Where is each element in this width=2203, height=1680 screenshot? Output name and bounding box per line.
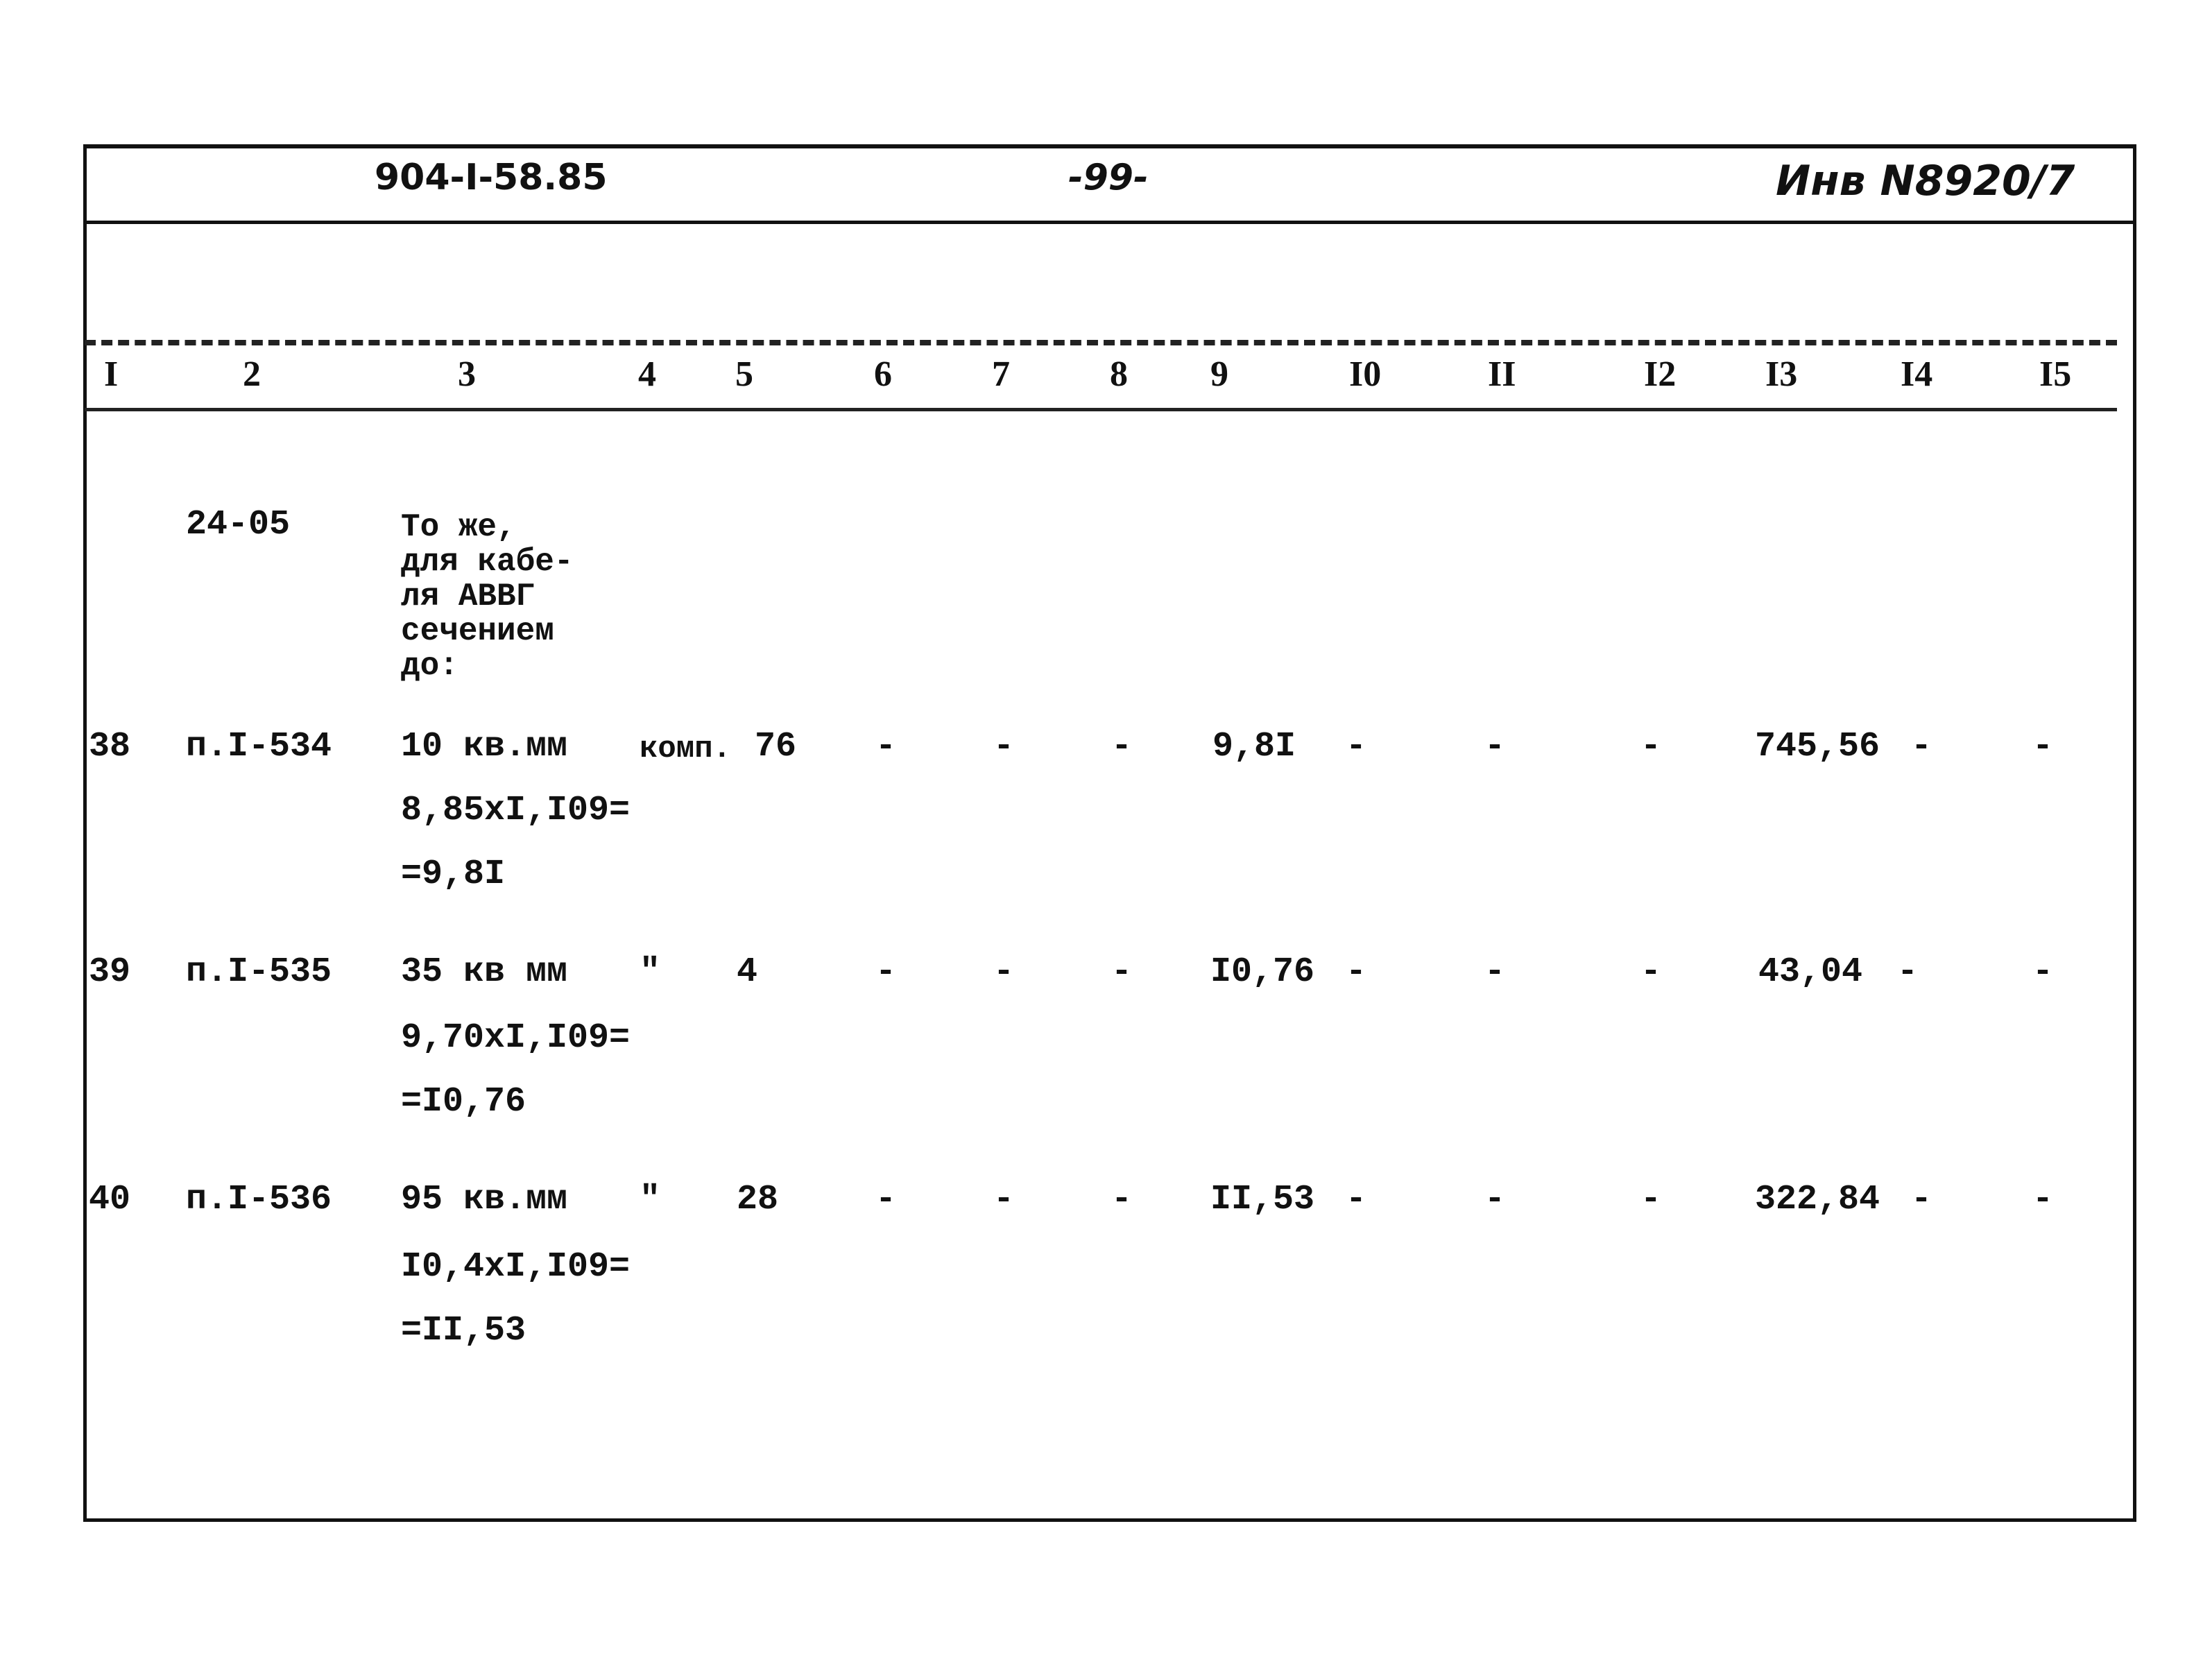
column-number-15: I5 <box>2039 354 2072 394</box>
row-quantity: 76 <box>755 727 797 766</box>
row-col12: - <box>1640 727 1662 766</box>
column-number-14: I4 <box>1901 354 1933 394</box>
row-unit: " <box>640 952 661 992</box>
column-number-9: 9 <box>1210 354 1228 394</box>
column-number-4: 4 <box>638 354 656 394</box>
row-col10: - <box>1346 727 1367 766</box>
row-col9: 9,8I <box>1212 727 1296 766</box>
row-quantity: 28 <box>737 1180 779 1219</box>
group-description-line-2: для кабе- <box>401 544 574 580</box>
row-col14: - <box>1897 952 1919 992</box>
row-col8: - <box>1111 1180 1133 1219</box>
row-calculation-line-2: =I0,76 <box>401 1082 526 1122</box>
document-code: 904-I-58.85 <box>375 157 608 198</box>
row-col9: I0,76 <box>1210 952 1315 992</box>
row-calculation-line-1: 8,85xI,I09= <box>401 791 631 830</box>
row-col8: - <box>1111 952 1133 992</box>
group-description-line-1: То же, <box>401 509 516 545</box>
column-number-3: 3 <box>458 354 476 394</box>
row-col10: - <box>1346 1180 1367 1219</box>
group-description-line-5: до: <box>401 648 458 684</box>
row-col6: - <box>875 727 897 766</box>
page-number: -99- <box>1068 157 1149 198</box>
row-name: 95 кв.мм <box>401 1180 568 1219</box>
column-number-7: 7 <box>992 354 1010 394</box>
row-col15: - <box>2032 727 2054 766</box>
row-name: 35 кв мм <box>401 952 568 992</box>
row-unit: " <box>640 1180 661 1219</box>
row-col11: - <box>1484 727 1506 766</box>
row-col6: - <box>875 1180 897 1219</box>
row-col9: II,53 <box>1210 1180 1315 1219</box>
row-col13: 322,84 <box>1755 1180 1880 1219</box>
column-number-11: II <box>1488 354 1516 394</box>
column-number-12: I2 <box>1644 354 1677 394</box>
row-name: 10 кв.мм <box>401 727 568 766</box>
row-col11: - <box>1484 952 1506 992</box>
row-col12: - <box>1640 1180 1662 1219</box>
row-unit: комп. <box>640 732 732 766</box>
row-reference: п.I-536 <box>186 1180 332 1219</box>
group-description <box>401 510 573 683</box>
column-number-13: I3 <box>1765 354 1798 394</box>
row-col8: - <box>1111 727 1133 766</box>
group-description-line-4: сечением <box>401 613 554 649</box>
row-calculation-line-2: =II,53 <box>401 1311 526 1351</box>
row-col10: - <box>1346 952 1367 992</box>
document-frame <box>83 144 2136 1522</box>
column-header-bottom-rule <box>85 408 2117 411</box>
row-col13: 43,04 <box>1758 952 1863 992</box>
group-description-line-3: ля АВВГ <box>401 578 535 615</box>
row-col7: - <box>993 952 1015 992</box>
row-col15: - <box>2032 1180 2054 1219</box>
row-col6: - <box>875 952 897 992</box>
row-reference: п.I-534 <box>186 727 332 766</box>
column-number-1: I <box>104 354 119 394</box>
group-code: 24-05 <box>186 505 291 545</box>
row-col7: - <box>993 727 1015 766</box>
column-number-8: 8 <box>1110 354 1128 394</box>
inventory-number: Инв N8920/7 <box>1776 157 2075 205</box>
row-calculation-line-2: =9,8I <box>401 855 506 894</box>
row-col14: - <box>1911 727 1932 766</box>
column-header-top-rule <box>85 340 2117 345</box>
row-quantity: 4 <box>737 952 758 992</box>
row-col13: 745,56 <box>1755 727 1880 766</box>
row-number: 39 <box>89 952 131 992</box>
row-number: 38 <box>89 727 131 766</box>
row-number: 40 <box>89 1180 131 1219</box>
header-divider <box>83 221 2136 224</box>
column-number-2: 2 <box>243 354 261 394</box>
row-col11: - <box>1484 1180 1506 1219</box>
row-col15: - <box>2032 952 2054 992</box>
row-col14: - <box>1911 1180 1932 1219</box>
row-calculation-line-1: 9,70xI,I09= <box>401 1018 631 1058</box>
row-calculation-line-1: I0,4xI,I09= <box>401 1247 631 1287</box>
row-reference: п.I-535 <box>186 952 332 992</box>
column-number-10: I0 <box>1349 354 1382 394</box>
row-col7: - <box>993 1180 1015 1219</box>
row-col12: - <box>1640 952 1662 992</box>
column-number-6: 6 <box>874 354 892 394</box>
column-number-5: 5 <box>735 354 753 394</box>
